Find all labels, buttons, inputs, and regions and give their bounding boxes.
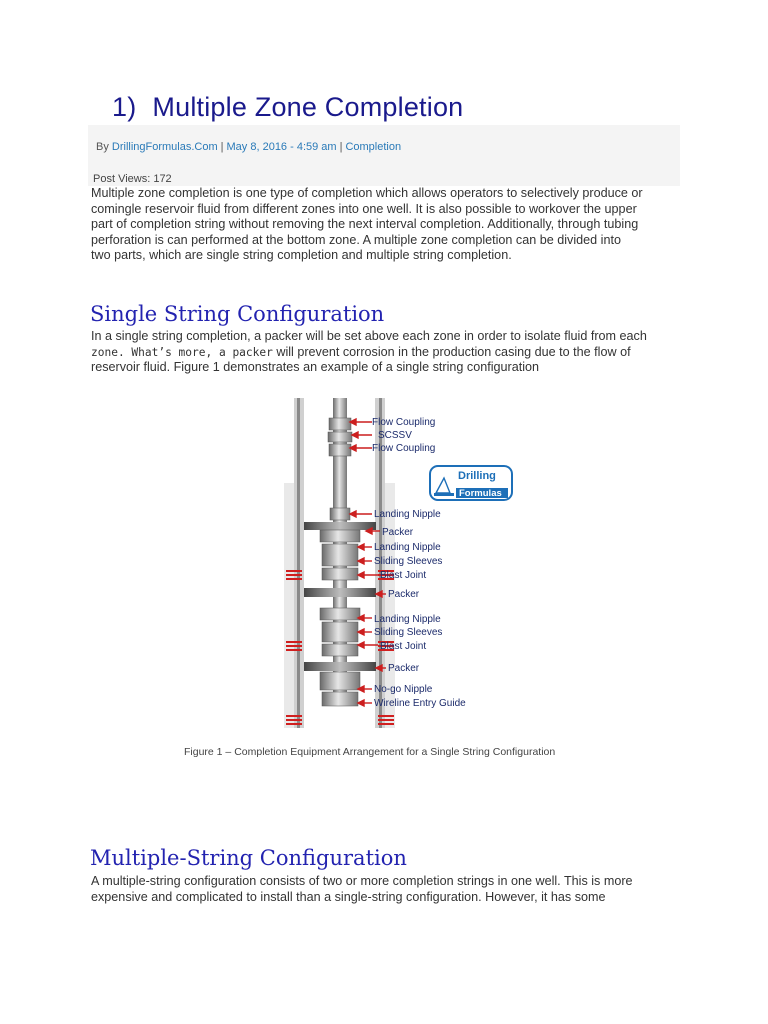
author-link[interactable]: DrillingFormulas.Com bbox=[111, 141, 218, 153]
blast-joint-2 bbox=[322, 644, 358, 656]
casing-line-left bbox=[297, 398, 300, 728]
wireline-entry-guide bbox=[322, 692, 358, 706]
section-heading-single-string: Single String Configuration bbox=[90, 302, 385, 326]
paragraph-line: expensive and complicated to install than a single-string configuration. However, it has some bbox=[91, 889, 606, 904]
paragraph-line: A multiple-string configuration consists of two or more completion strings in one well. This is more bbox=[91, 874, 633, 888]
packer-2 bbox=[304, 588, 376, 597]
sliding-sleeve-1 bbox=[322, 544, 358, 566]
page-title bbox=[112, 92, 463, 123]
completion-diagram-svg bbox=[280, 398, 520, 738]
figure-label: Blast Joint bbox=[380, 641, 427, 652]
paragraph-line: two parts, which are single string completion and multiple string completion. bbox=[91, 248, 512, 263]
paragraph-line: Multiple zone completion is one type of completion which allows operators to selectively produce or bbox=[91, 186, 643, 200]
paragraph-line bbox=[91, 345, 647, 361]
landing-nipple-1 bbox=[330, 508, 350, 520]
drilling-formulas-logo bbox=[430, 466, 512, 500]
logo-line-1: Drilling bbox=[458, 470, 496, 482]
figure-label: Packer bbox=[388, 589, 420, 600]
title-number: 1) bbox=[112, 92, 137, 122]
figure-caption: Figure 1 – Completion Equipment Arrangement for a Single String Configuration bbox=[184, 746, 556, 758]
title-text: Multiple Zone Completion bbox=[152, 92, 464, 122]
mono-text: zone. What’s more, a packer bbox=[91, 345, 273, 359]
paragraph-text: will prevent corrosion in the production casing due to the flow of bbox=[272, 344, 631, 359]
post-meta-line bbox=[96, 141, 401, 153]
landing-nipple-2 bbox=[320, 530, 360, 542]
figure-label: Landing Nipple bbox=[374, 509, 441, 520]
figure-label: Flow Coupling bbox=[372, 417, 436, 428]
single-string-paragraph bbox=[91, 329, 647, 376]
flow-coupling-upper bbox=[329, 418, 351, 430]
category-link[interactable]: Completion bbox=[345, 141, 402, 153]
figure-label: SCSSV bbox=[378, 430, 412, 441]
paragraph-line: part of completion string without removing the next interval completion. Additionally, through tubing bbox=[91, 217, 639, 232]
figure-label: Landing Nipple bbox=[374, 614, 441, 625]
completion-diagram bbox=[280, 398, 520, 738]
paragraph-line: comingle reservoir fluid from different zones into one well. It is also possible to workover the upper bbox=[91, 201, 637, 216]
scsssv-body bbox=[328, 432, 352, 442]
blast-joint-1 bbox=[322, 568, 358, 580]
packer-3 bbox=[304, 662, 376, 671]
figure-label: Landing Nipple bbox=[374, 542, 441, 553]
packer-1 bbox=[304, 522, 376, 530]
flow-coupling-lower bbox=[329, 444, 351, 456]
paragraph-line: perforation is can performed at the bottom zone. A multiple zone completion can be divided into bbox=[91, 232, 621, 247]
formation-left bbox=[284, 483, 294, 728]
paragraph-line: reservoir fluid. Figure 1 demonstrates an example of a single string configuration bbox=[91, 360, 540, 375]
figure-label: Wireline Entry Guide bbox=[374, 698, 466, 709]
multiple-string-paragraph bbox=[91, 874, 633, 905]
sliding-sleeve-2 bbox=[322, 622, 358, 642]
landing-nipple-3 bbox=[320, 608, 360, 620]
section-heading-multiple-string: Multiple-String Configuration bbox=[90, 846, 407, 870]
figure-label: Packer bbox=[382, 527, 414, 538]
by-label: By bbox=[96, 141, 109, 153]
post-meta-box bbox=[88, 125, 680, 186]
no-go-nipple bbox=[320, 672, 360, 690]
figure-label: No-go Nipple bbox=[374, 684, 433, 695]
meta-separator: | bbox=[339, 141, 343, 153]
post-views: Post Views: 172 bbox=[93, 173, 172, 185]
logo-line-2: Formulas bbox=[459, 488, 502, 499]
date-link[interactable]: May 8, 2016 - 4:59 am bbox=[226, 141, 337, 153]
figure-label: Blast Joint bbox=[380, 570, 427, 581]
figure-label: Packer bbox=[388, 663, 420, 674]
figure-label: Sliding Sleeves bbox=[374, 627, 443, 638]
paragraph-line: In a single string completion, a packer will be set above each zone in order to isolate fluid from each bbox=[91, 329, 647, 343]
meta-separator: | bbox=[220, 141, 224, 153]
figure-label: Sliding Sleeves bbox=[374, 556, 443, 567]
intro-paragraph bbox=[91, 186, 643, 264]
figure-label: Flow Coupling bbox=[372, 443, 436, 454]
